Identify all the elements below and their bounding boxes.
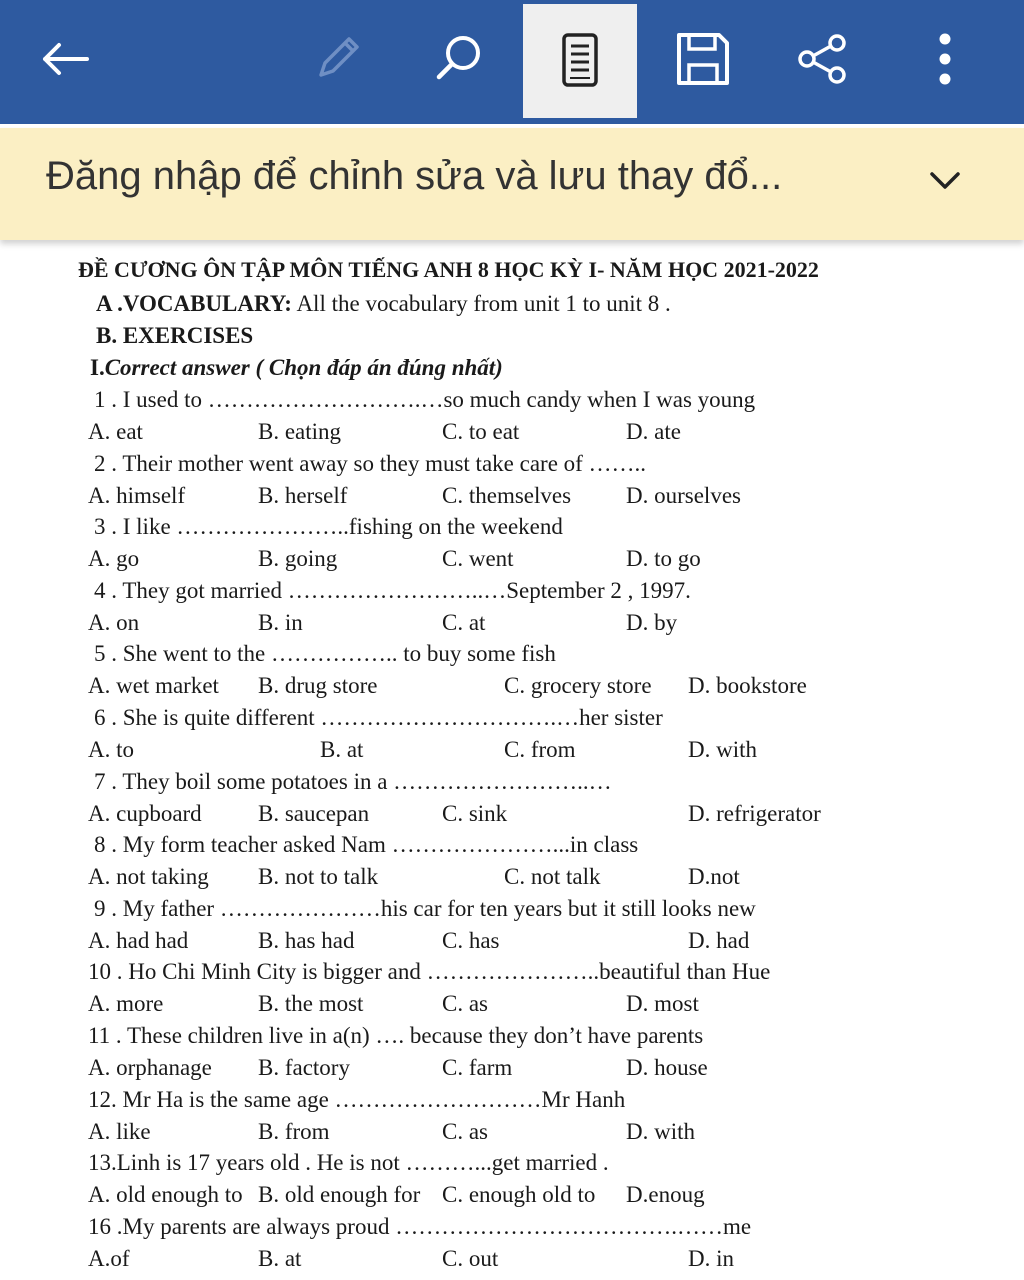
question-text: 6 . She is quite different ………………………….…her sister <box>94 705 663 730</box>
answer-option: B. drug store <box>258 673 378 699</box>
question-text: 7 . They boil some potatoes in a ……………………..… <box>94 768 612 794</box>
answer-option: D.enoug <box>626 1182 705 1208</box>
section-number: I. <box>90 355 105 380</box>
answer-option: D. to go <box>626 546 701 572</box>
vocabulary-label: A .VOCABULARY: <box>96 291 292 316</box>
answer-option: A. old enough to <box>88 1182 243 1208</box>
answer-option: D. ate <box>626 419 681 444</box>
answer-option: A. eat <box>88 419 143 444</box>
answer-option: B. in <box>258 609 303 635</box>
back-arrow-icon <box>35 39 95 79</box>
answer-option: C. sink <box>442 800 508 826</box>
search-icon <box>429 29 489 89</box>
answer-option: C. grocery store <box>504 673 652 699</box>
answer-option: D. most <box>626 991 699 1017</box>
share-icon <box>793 29 853 89</box>
save-button[interactable] <box>648 0 758 118</box>
section-heading <box>90 354 503 382</box>
answer-option: B. at <box>258 1245 302 1271</box>
answer-option: D. by <box>626 609 678 635</box>
answer-option: A. orphanage <box>88 1055 212 1080</box>
share-button[interactable] <box>768 0 878 118</box>
answer-option: A. had had <box>88 927 189 953</box>
document-page <box>0 250 1024 1280</box>
search-button[interactable] <box>404 0 514 118</box>
answer-option: D. with <box>626 1118 695 1144</box>
question-text: 10 . Ho Chi Minh City is bigger and …………………..beautiful than Hue <box>88 959 771 985</box>
answer-option: B. going <box>258 546 338 572</box>
answer-option: C. from <box>504 737 576 762</box>
answer-option: B. saucepan <box>258 800 370 826</box>
edit-button[interactable] <box>282 0 392 118</box>
answer-option: C. out <box>442 1245 499 1271</box>
answer-option: C. at <box>442 609 486 635</box>
sign-in-banner[interactable] <box>0 128 1024 240</box>
answer-option: D. ourselves <box>626 482 741 508</box>
answer-option: A. to <box>88 737 134 762</box>
answer-option: B. herself <box>258 482 348 508</box>
answer-option: A. wet market <box>88 673 219 699</box>
answer-option: C. has <box>442 927 500 953</box>
answer-option: B. old enough for <box>258 1182 421 1208</box>
answer-option: D. bookstore <box>688 673 807 699</box>
answer-option: C. as <box>442 1118 488 1144</box>
answer-option: A. not taking <box>88 864 209 890</box>
answer-option: B. from <box>258 1118 330 1144</box>
question-text: 11 . These children live in a(n) …. because they don’t have parents <box>88 1023 704 1048</box>
answer-option: A.of <box>88 1245 130 1271</box>
more-options-button[interactable] <box>890 0 1000 118</box>
answer-option: B. eating <box>258 419 342 444</box>
answer-option: A. like <box>88 1118 151 1144</box>
answer-option: C. as <box>442 991 488 1017</box>
question-text: 4 . They got married ……………………..…September 2 , 1997. <box>94 577 691 603</box>
answer-option: B. the most <box>258 991 364 1017</box>
answer-option: C. not talk <box>504 864 601 890</box>
answer-option: D. house <box>626 1055 708 1080</box>
vocabulary-text: All the vocabulary from unit 1 to unit 8 . <box>291 291 671 316</box>
answer-option: C. farm <box>442 1055 513 1080</box>
question-text: 9 . My father …………………his car for ten years but it still looks new <box>94 895 756 921</box>
vocabulary-line <box>96 290 671 318</box>
save-icon <box>673 29 733 89</box>
question-text: 1 . I used to ……………………….…so much candy when I was young <box>94 387 756 412</box>
answer-option: D. in <box>688 1245 734 1271</box>
question-text: 2 . Their mother went away so they must take care of …….. <box>94 450 647 476</box>
answer-option: D. had <box>688 927 750 953</box>
answer-option: A. cupboard <box>88 800 202 826</box>
chevron-down-icon[interactable] <box>924 166 966 196</box>
answer-option: D.not <box>688 864 740 890</box>
answer-option: B. at <box>320 737 364 762</box>
answer-option: B. not to talk <box>258 864 379 890</box>
answer-option: A. more <box>88 991 164 1017</box>
answer-option: C. enough old to <box>442 1182 596 1208</box>
pencil-icon <box>307 29 367 89</box>
app-toolbar <box>0 0 1024 124</box>
question-text: 5 . She went to the …………….. to buy some fish <box>94 641 556 667</box>
answer-option: C. to eat <box>442 419 520 444</box>
question-text: 3 . I like …………………..fishing on the weekend <box>94 514 563 540</box>
reading-view-icon <box>558 31 602 91</box>
banner-text: Đăng nhập để chỉnh sửa và lưu thay đổ... <box>46 154 783 198</box>
answer-option: C. themselves <box>442 482 572 508</box>
question-text: 8 . My form teacher asked Nam …………………...in class <box>94 832 639 858</box>
answer-option: A. go <box>88 546 140 572</box>
answer-option: A. himself <box>88 482 186 508</box>
exercises-heading: B. EXERCISES <box>96 323 254 348</box>
question-text: 13.Linh is 17 years old . He is not ………...get married . <box>88 1150 609 1176</box>
answer-option: C. went <box>442 546 514 572</box>
answer-option: D. refrigerator <box>688 800 821 826</box>
question-text: 12. Mr Ha is the same age ………………………Mr Hanh <box>88 1086 626 1112</box>
answer-option: B. has had <box>258 927 355 953</box>
answer-option: B. factory <box>258 1055 350 1080</box>
reading-view-button[interactable] <box>523 4 637 118</box>
more-vertical-icon <box>935 29 955 89</box>
answer-option: D. with <box>688 737 757 762</box>
question-text: 16 .My parents are always proud ……………………………….……me <box>88 1213 752 1239</box>
answer-option: A. on <box>88 609 140 635</box>
document-title: ĐỀ CƯƠNG ÔN TẬP MÔN TIẾNG ANH 8 HỌC KỲ I- NĂM HỌC 2021-2022 <box>78 257 819 282</box>
section-title: Correct answer ( Chọn đáp án đúng nhất) <box>104 355 503 380</box>
back-button[interactable] <box>10 0 120 118</box>
